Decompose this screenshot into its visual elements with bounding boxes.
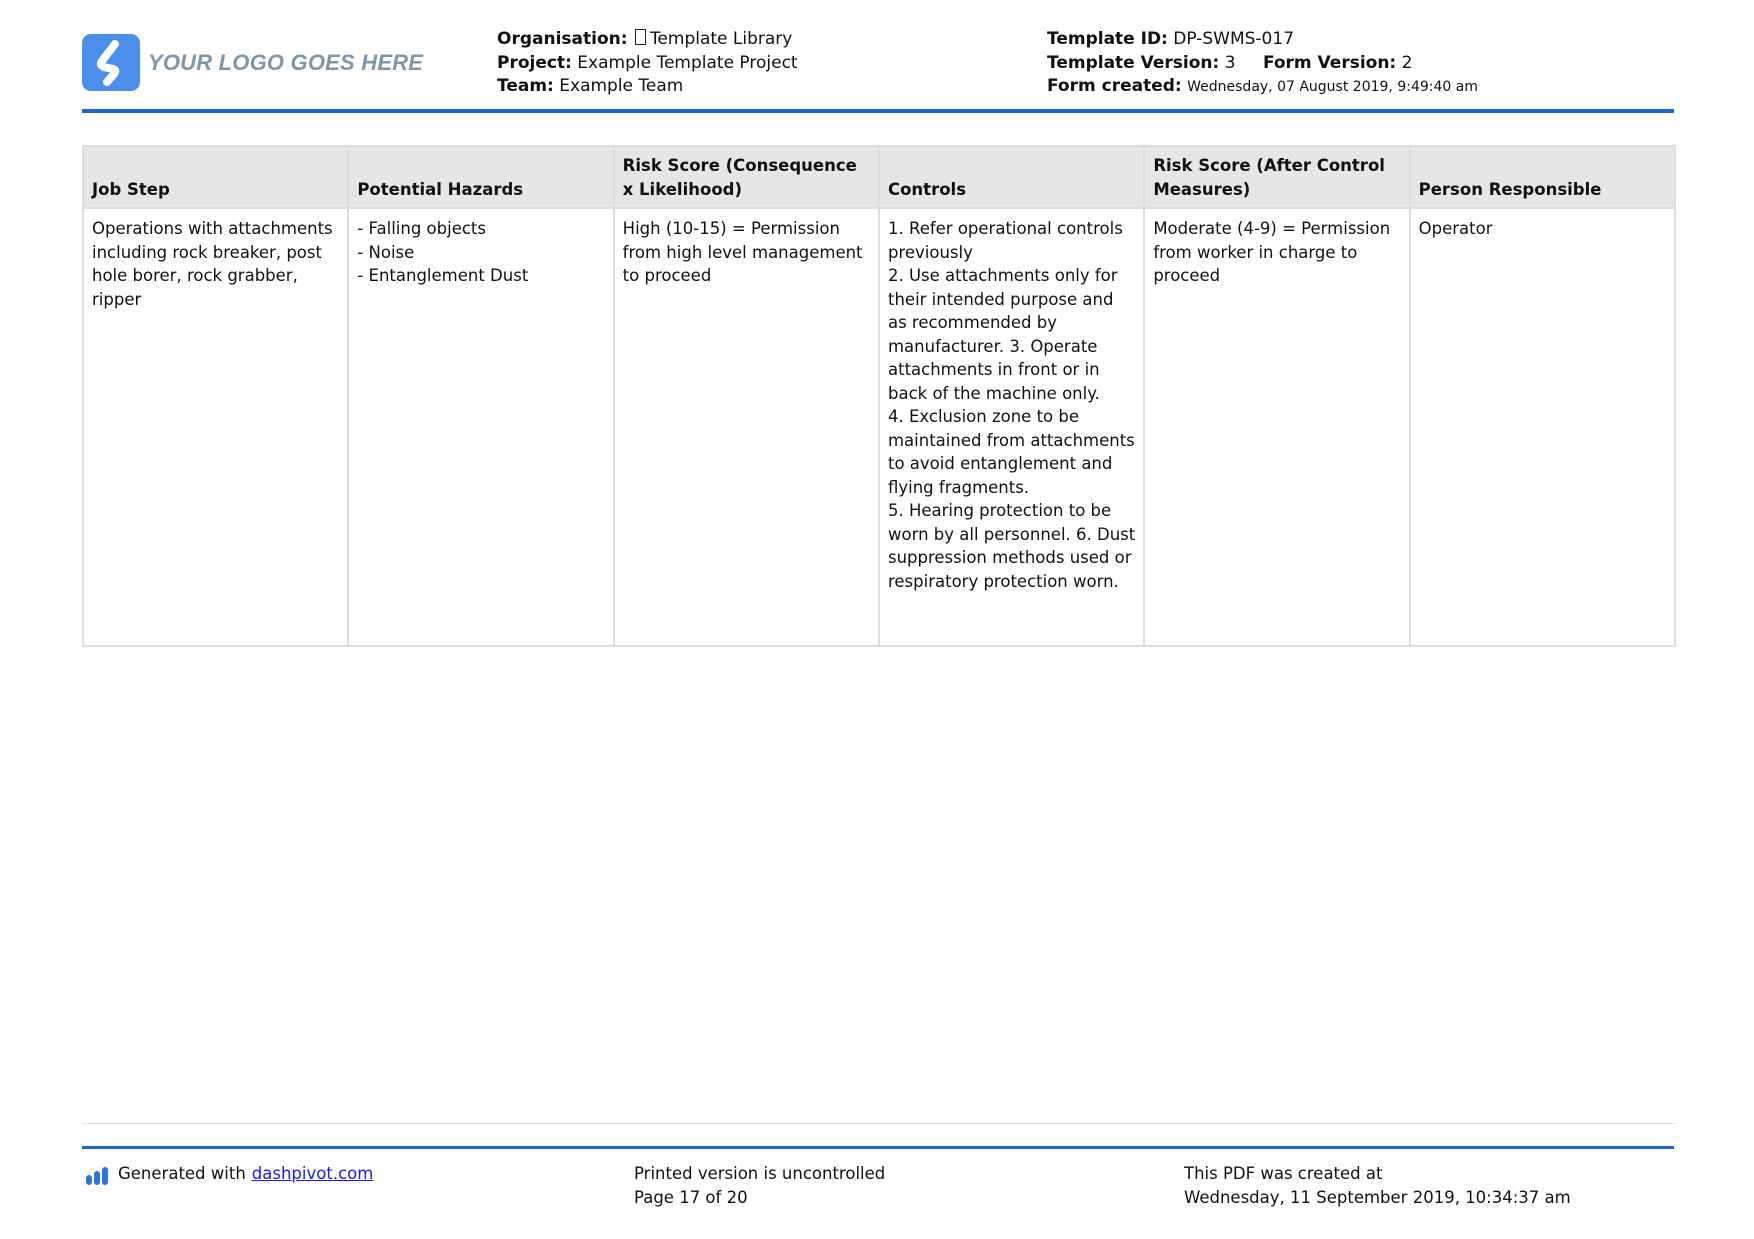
project-value: Example Template Project [577, 52, 798, 73]
project-line [497, 52, 798, 76]
footer-created-info [1184, 1162, 1571, 1210]
cell-job-step: Operations with attachments including rock breaker, post hole borer, rock grabber, ripper [83, 208, 348, 646]
form-created-line [1047, 75, 1478, 100]
team-label: Team: [497, 76, 554, 96]
template-id-value: DP-SWMS-017 [1173, 29, 1295, 49]
form-version-value: 2 [1401, 52, 1413, 73]
column-header-risk-score: Risk Score (Consequence x Likelihood) [614, 146, 879, 208]
template-version-value: 3 [1224, 52, 1236, 73]
header-meta-left [497, 28, 798, 99]
template-id-label: Template ID: [1047, 29, 1168, 49]
form-created-label: Form created: [1047, 76, 1182, 96]
cell-person-responsible: Operator [1410, 208, 1675, 646]
organisation-label: Organisation: [497, 29, 628, 49]
footer-divider [82, 1146, 1674, 1149]
page-header [82, 26, 1672, 110]
cell-controls: 1. Refer operational controls previously 2. Use attachments only for their intended purpose and as recommended by manufacturer. 3. Operate attachments in front or in back of the machine only. 4. Exclusion zone to be maintained from attachments to avoid entanglement and flying fragments. 5. Hearing protection to be worn by all personnel. 6. Dust suppression methods used or respiratory protection worn. [879, 208, 1144, 646]
footer-thin-divider [82, 1123, 1676, 1124]
footer-generated [86, 1162, 373, 1186]
template-version-label: Template Version: [1047, 52, 1220, 73]
generated-text: Generated with [118, 1164, 246, 1183]
column-header-controls: Controls [879, 146, 1144, 208]
team-value: Example Team [559, 76, 684, 96]
cell-risk-score: High (10-15) = Permission from high level management to proceed [614, 208, 879, 646]
swms-table-container [82, 145, 1676, 647]
building-icon [635, 29, 646, 45]
dashpivot-link[interactable]: dashpivot.com [251, 1164, 374, 1183]
column-header-risk-score-after: Risk Score (After Control Measures) [1144, 146, 1409, 208]
organisation-value: Template Library [649, 29, 793, 49]
team-line [497, 75, 798, 99]
header-divider [82, 109, 1674, 113]
organisation-line [497, 28, 798, 52]
pdf-created-label: This PDF was created at [1184, 1164, 1383, 1183]
swms-table [82, 145, 1676, 647]
column-header-person-responsible: Person Responsible [1410, 146, 1675, 208]
template-id-line [1047, 28, 1478, 52]
form-version-label: Form Version: [1262, 52, 1397, 73]
uncontrolled-notice: Printed version is uncontrolled [634, 1164, 886, 1183]
form-created-value: Wednesday, 07 August 2019, 9:49:40 am [1187, 79, 1478, 95]
column-header-job-step: Job Step [83, 146, 348, 208]
header-meta-right [1047, 28, 1478, 100]
table-header-row [83, 146, 1675, 208]
table-row [83, 208, 1675, 646]
logo [82, 34, 423, 91]
page-number: Page 17 of 20 [634, 1188, 748, 1207]
column-header-potential-hazards: Potential Hazards [348, 146, 613, 208]
logo-text: YOUR LOGO GOES HERE [148, 49, 424, 75]
bar-chart-icon [86, 1167, 110, 1185]
cell-potential-hazards: - Falling objects - Noise - Entanglement Dust [348, 208, 613, 646]
footer-print-info [634, 1162, 885, 1210]
logo-mark-icon [82, 34, 140, 91]
version-line [1047, 52, 1478, 76]
cell-risk-score-after: Moderate (4-9) = Permission from worker in charge to proceed [1144, 208, 1409, 646]
pdf-created-timestamp: Wednesday, 11 September 2019, 10:34:37 am [1184, 1188, 1571, 1207]
project-label: Project: [497, 52, 572, 73]
